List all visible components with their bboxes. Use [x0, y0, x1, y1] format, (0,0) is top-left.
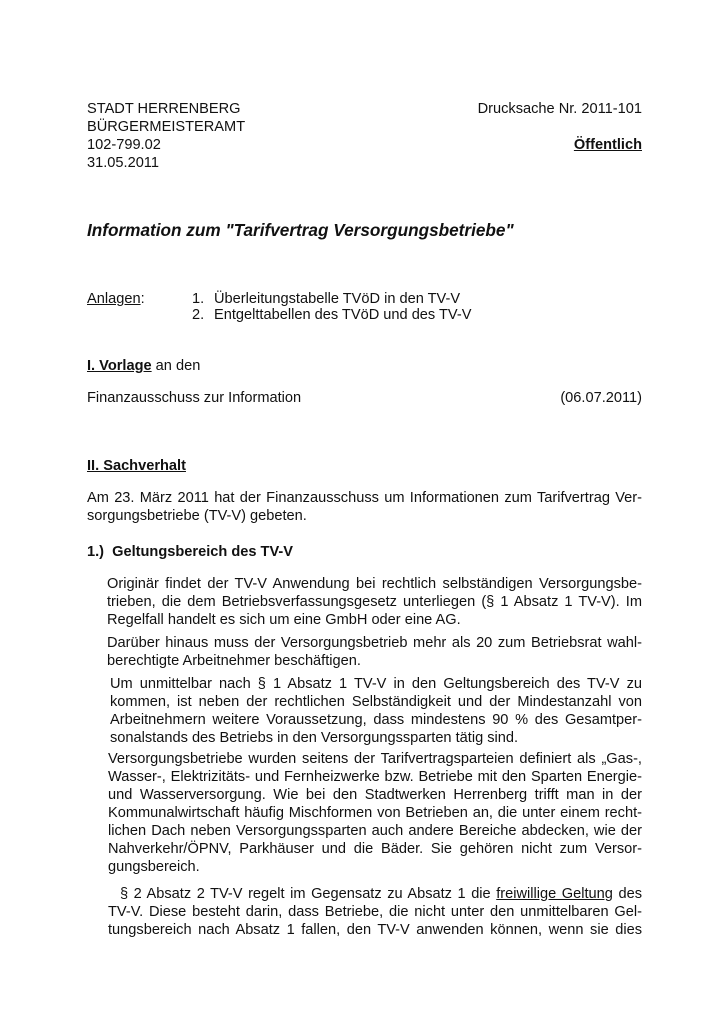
para2-line-2: berechtigte Arbeitnehmer beschäftigen.	[107, 653, 361, 669]
para1-line-1: Originär findet der TV-V Anwendung bei rechtlich selbständigen Versorgungsbe-	[107, 576, 642, 592]
para1-line-2: trieben, die dem Betriebsverfassungsgesetz unterliegen (§ 1 Absatz 1 TV-V). Im	[107, 594, 642, 610]
vorlage-meeting-date: (06.07.2011)	[560, 390, 642, 406]
anlage-2-text: Entgelttabellen des TVöD und des TV-V	[214, 307, 472, 323]
para4-line-4: Kommunalwirtschaft häufig Mischformen von Betrieben an, die unter einem recht-	[108, 805, 642, 821]
document-title: Information zum "Tarifvertrag Versorgungsbetriebe"	[87, 220, 514, 240]
file-number: 102-799.02	[87, 137, 161, 153]
para5-line-1-pre: § 2 Absatz 2 TV-V regelt im Gegensatz zu Absatz 1 die	[120, 886, 497, 902]
para5-line-1	[120, 885, 642, 903]
anlage-1-text: Überleitungstabelle TVöD in den TV-V	[214, 291, 461, 307]
para5-line-1-post: des	[612, 886, 643, 902]
para4-line-3: und Wasserversorgung. Wie bei den Stadtwerken Herrenberg trifft man in der	[108, 787, 642, 803]
sachverhalt-heading: II. Sachverhalt	[87, 458, 186, 474]
para3-line-2: kommen, ist neben der rechtlichen Selbständigkeit und der Mindestanzahl von	[110, 694, 642, 710]
section-1-title: 1.) Geltungsbereich des TV-V	[87, 544, 293, 560]
anlage-2-number: 2.	[192, 307, 205, 323]
vorlage-heading: I. Vorlage	[87, 358, 152, 374]
para4-line-7: gungsbereich.	[108, 859, 200, 875]
para5-line-2: TV-V. Diese besteht darin, dass Betriebe, die nicht unter den unmittelbaren Gel-	[108, 904, 642, 920]
para2-line-1: Darüber hinaus muss der Versorgungsbetrieb mehr als 20 zum Betriebsrat wahl-	[107, 635, 642, 651]
para3-line-3: Arbeitnehmern weitere Voraussetzung, dass mindestens 90 % des Gesamtper-	[110, 712, 642, 728]
vorlage-heading-wrap	[87, 357, 200, 375]
para4-line-1: Versorgungsbetriebe wurden seitens der Tarifvertragsparteien definiert als „Gas-,	[108, 751, 642, 767]
para4-line-2: Wasser-, Elektrizitäts- und Fernheizwerke bzw. Betriebe mit den Sparten Energie-	[108, 769, 642, 785]
vorlage-heading-suffix: an den	[151, 358, 201, 374]
drucksache-number: Drucksache Nr. 2011-101	[477, 101, 642, 117]
city-name: STADT HERRENBERG	[87, 101, 241, 117]
anlagen-colon: :	[140, 291, 145, 307]
para3-line-1: Um unmittelbar nach § 1 Absatz 1 TV-V in den Geltungsbereich des TV-V zu	[110, 676, 642, 692]
para5-line-3: tungsbereich nach Absatz 1 fallen, den TV-V anwenden können, wenn sie dies	[108, 922, 642, 938]
anlage-1-number: 1.	[192, 291, 205, 307]
intro-line-1: Am 23. März 2011 hat der Finanzausschuss um Informationen zum Tarifvertrag Ver-	[87, 490, 642, 506]
anlagen-label: Anlagen	[87, 291, 141, 307]
para4-line-6: Nahverkehr/ÖPNV, Parkhäuser und die Bäder. Sie gehören nicht zum Versor-	[108, 841, 642, 857]
freiwillige-geltung-term: freiwillige Geltung	[496, 886, 613, 902]
office-name: BÜRGERMEISTERAMT	[87, 119, 246, 135]
intro-line-2: sorgungsbetriebe (TV-V) gebeten.	[87, 508, 307, 524]
anlagen-label-wrap	[87, 290, 145, 308]
para3-line-4: sonalstands des Betriebs in den Versorgungssparten tätig sind.	[110, 730, 519, 746]
vorlage-recipient: Finanzausschuss zur Information	[87, 390, 302, 406]
visibility-label: Öffentlich	[573, 137, 642, 153]
para1-line-3: Regelfall handelt es sich um eine GmbH oder eine AG.	[107, 612, 461, 628]
para4-line-5: lichen Dach neben Versorgungssparten auch andere Bereiche abdecken, wie der	[108, 823, 642, 839]
document-date: 31.05.2011	[87, 155, 159, 171]
